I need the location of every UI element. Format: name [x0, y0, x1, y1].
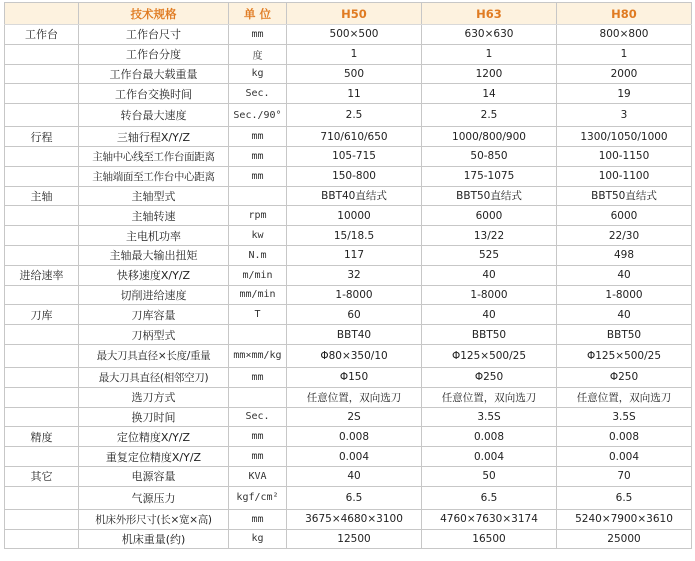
value-h63-cell: BBT50直结式: [422, 186, 557, 206]
value-h50-cell: BBT40直结式: [287, 186, 422, 206]
header-unit: 单 位: [229, 3, 287, 25]
category-cell: [5, 245, 79, 265]
value-h63-cell: 4760×7630×3174: [422, 509, 557, 529]
spec-name-cell: 最大刀具直径(相邻空刀): [79, 367, 229, 387]
table-row: [5, 344, 692, 367]
spec-name-cell: 定位精度X/Y/Z: [79, 427, 229, 447]
value-h50-cell: Φ80×350/10: [287, 344, 422, 367]
value-h80-cell: Φ250: [557, 367, 692, 387]
table-row: [5, 387, 692, 407]
table-row: [5, 486, 692, 509]
value-h80-cell: 40: [557, 265, 692, 285]
value-h63-cell: 40: [422, 265, 557, 285]
category-cell: [5, 206, 79, 226]
value-h50-cell: 500×500: [287, 25, 422, 45]
category-cell: 进给速率: [5, 265, 79, 285]
table-row: [5, 285, 692, 305]
unit-cell: mm: [229, 427, 287, 447]
unit-cell: KVA: [229, 466, 287, 486]
unit-cell: Sec.: [229, 407, 287, 427]
spec-name-cell: 选刀方式: [79, 387, 229, 407]
category-cell: [5, 447, 79, 467]
spec-name-cell: 最大刀具直径×长度/重量: [79, 344, 229, 367]
value-h50-cell: 0.008: [287, 427, 422, 447]
value-h80-cell: 3: [557, 104, 692, 127]
unit-cell: [229, 387, 287, 407]
table-row: [5, 146, 692, 166]
spec-name-cell: 机床外形尺寸(长×宽×高): [79, 509, 229, 529]
category-cell: [5, 84, 79, 104]
unit-cell: mm: [229, 146, 287, 166]
unit-cell: mm: [229, 127, 287, 147]
value-h80-cell: 800×800: [557, 25, 692, 45]
value-h50-cell: 2S: [287, 407, 422, 427]
table-row: [5, 265, 692, 285]
unit-cell: kgf/cm²: [229, 486, 287, 509]
category-cell: [5, 325, 79, 345]
unit-cell: T: [229, 305, 287, 325]
value-h50-cell: Φ150: [287, 367, 422, 387]
category-cell: [5, 226, 79, 246]
spec-name-cell: 主轴转速: [79, 206, 229, 226]
value-h50-cell: 710/610/650: [287, 127, 422, 147]
table-row: [5, 186, 692, 206]
value-h50-cell: 6.5: [287, 486, 422, 509]
value-h80-cell: Φ125×500/25: [557, 344, 692, 367]
category-cell: [5, 344, 79, 367]
unit-cell: kg: [229, 529, 287, 549]
value-h50-cell: 11: [287, 84, 422, 104]
header-blank: [5, 3, 79, 25]
value-h80-cell: 1-8000: [557, 285, 692, 305]
value-h80-cell: BBT50直结式: [557, 186, 692, 206]
unit-cell: m/min: [229, 265, 287, 285]
category-cell: [5, 285, 79, 305]
spec-table: [4, 2, 692, 549]
header-model-h80: H80: [557, 3, 692, 25]
table-row: [5, 466, 692, 486]
value-h50-cell: 60: [287, 305, 422, 325]
table-row: [5, 127, 692, 147]
value-h50-cell: 117: [287, 245, 422, 265]
value-h63-cell: 630×630: [422, 25, 557, 45]
value-h63-cell: 13/22: [422, 226, 557, 246]
value-h80-cell: 25000: [557, 529, 692, 549]
spec-name-cell: 主电机功率: [79, 226, 229, 246]
table-row: [5, 529, 692, 549]
unit-cell: mm: [229, 25, 287, 45]
spec-name-cell: 刀库容量: [79, 305, 229, 325]
header-spec: 技术规格: [79, 3, 229, 25]
unit-cell: mm: [229, 166, 287, 186]
value-h50-cell: 1: [287, 44, 422, 64]
value-h63-cell: 1200: [422, 64, 557, 84]
category-cell: 主轴: [5, 186, 79, 206]
category-cell: [5, 367, 79, 387]
spec-name-cell: 重复定位精度X/Y/Z: [79, 447, 229, 467]
table-row: [5, 325, 692, 345]
table-row: [5, 427, 692, 447]
value-h50-cell: 15/18.5: [287, 226, 422, 246]
value-h63-cell: 50: [422, 466, 557, 486]
value-h63-cell: 1: [422, 44, 557, 64]
value-h50-cell: 32: [287, 265, 422, 285]
value-h63-cell: 14: [422, 84, 557, 104]
value-h80-cell: 0.004: [557, 447, 692, 467]
spec-name-cell: 刀柄型式: [79, 325, 229, 345]
table-row: [5, 104, 692, 127]
header-model-h50: H50: [287, 3, 422, 25]
value-h50-cell: 105-715: [287, 146, 422, 166]
unit-cell: mm: [229, 367, 287, 387]
category-cell: 精度: [5, 427, 79, 447]
unit-cell: kg: [229, 64, 287, 84]
value-h50-cell: BBT40: [287, 325, 422, 345]
table-row: [5, 84, 692, 104]
unit-cell: kw: [229, 226, 287, 246]
spec-name-cell: 机床重量(约): [79, 529, 229, 549]
value-h50-cell: 任意位置，双向选刀: [287, 387, 422, 407]
spec-body: [5, 25, 692, 549]
category-cell: [5, 146, 79, 166]
spec-name-cell: 主轴最大输出扭矩: [79, 245, 229, 265]
table-row: [5, 64, 692, 84]
unit-cell: N.m: [229, 245, 287, 265]
value-h50-cell: 1-8000: [287, 285, 422, 305]
unit-cell: rpm: [229, 206, 287, 226]
category-cell: [5, 387, 79, 407]
spec-name-cell: 工作台尺寸: [79, 25, 229, 45]
table-row: [5, 226, 692, 246]
value-h80-cell: 498: [557, 245, 692, 265]
table-row: [5, 166, 692, 186]
value-h63-cell: 1000/800/900: [422, 127, 557, 147]
table-row: [5, 367, 692, 387]
unit-cell: Sec./90°: [229, 104, 287, 127]
value-h63-cell: 40: [422, 305, 557, 325]
value-h80-cell: 2000: [557, 64, 692, 84]
value-h63-cell: 16500: [422, 529, 557, 549]
spec-name-cell: 换刀时间: [79, 407, 229, 427]
spec-name-cell: 三轴行程X/Y/Z: [79, 127, 229, 147]
value-h50-cell: 0.004: [287, 447, 422, 467]
header-model-h63: H63: [422, 3, 557, 25]
value-h80-cell: 100-1150: [557, 146, 692, 166]
value-h50-cell: 3675×4680×3100: [287, 509, 422, 529]
value-h80-cell: 6.5: [557, 486, 692, 509]
category-cell: [5, 509, 79, 529]
unit-cell: Sec.: [229, 84, 287, 104]
table-row: [5, 206, 692, 226]
table-row: [5, 305, 692, 325]
value-h80-cell: 19: [557, 84, 692, 104]
spec-name-cell: 工作台交换时间: [79, 84, 229, 104]
value-h50-cell: 2.5: [287, 104, 422, 127]
category-cell: [5, 166, 79, 186]
value-h80-cell: 70: [557, 466, 692, 486]
value-h50-cell: 500: [287, 64, 422, 84]
category-cell: [5, 104, 79, 127]
spec-name-cell: 主轴型式: [79, 186, 229, 206]
value-h80-cell: BBT50: [557, 325, 692, 345]
spec-name-cell: 主轴中心线至工作台面距离: [79, 146, 229, 166]
category-cell: [5, 407, 79, 427]
category-cell: [5, 64, 79, 84]
value-h63-cell: Φ250: [422, 367, 557, 387]
value-h63-cell: 0.008: [422, 427, 557, 447]
value-h80-cell: 40: [557, 305, 692, 325]
spec-name-cell: 主轴端面至工作台中心距离: [79, 166, 229, 186]
table-row: [5, 25, 692, 45]
table-row: [5, 407, 692, 427]
spec-name-cell: 快移速度X/Y/Z: [79, 265, 229, 285]
spec-name-cell: 气源压力: [79, 486, 229, 509]
unit-cell: 度: [229, 44, 287, 64]
category-cell: 刀库: [5, 305, 79, 325]
header-row: [5, 3, 692, 25]
value-h80-cell: 5240×7900×3610: [557, 509, 692, 529]
unit-cell: mm×mm/kg: [229, 344, 287, 367]
table-row: [5, 245, 692, 265]
spec-name-cell: 工作台最大载重量: [79, 64, 229, 84]
value-h50-cell: 12500: [287, 529, 422, 549]
value-h80-cell: 3.5S: [557, 407, 692, 427]
value-h63-cell: 3.5S: [422, 407, 557, 427]
value-h50-cell: 40: [287, 466, 422, 486]
category-cell: 工作台: [5, 25, 79, 45]
value-h63-cell: 50-850: [422, 146, 557, 166]
value-h80-cell: 0.008: [557, 427, 692, 447]
value-h63-cell: 2.5: [422, 104, 557, 127]
spec-name-cell: 电源容量: [79, 466, 229, 486]
value-h80-cell: 6000: [557, 206, 692, 226]
value-h63-cell: Φ125×500/25: [422, 344, 557, 367]
table-row: [5, 44, 692, 64]
value-h80-cell: 100-1100: [557, 166, 692, 186]
value-h63-cell: 1-8000: [422, 285, 557, 305]
unit-cell: mm: [229, 447, 287, 467]
unit-cell: mm: [229, 509, 287, 529]
value-h63-cell: 6.5: [422, 486, 557, 509]
value-h50-cell: 150-800: [287, 166, 422, 186]
value-h80-cell: 1300/1050/1000: [557, 127, 692, 147]
unit-cell: mm/min: [229, 285, 287, 305]
value-h63-cell: 0.004: [422, 447, 557, 467]
value-h63-cell: BBT50: [422, 325, 557, 345]
value-h63-cell: 525: [422, 245, 557, 265]
unit-cell: [229, 186, 287, 206]
table-row: [5, 509, 692, 529]
category-cell: 其它: [5, 466, 79, 486]
spec-name-cell: 转台最大速度: [79, 104, 229, 127]
value-h63-cell: 175-1075: [422, 166, 557, 186]
value-h80-cell: 任意位置，双向选刀: [557, 387, 692, 407]
value-h80-cell: 22/30: [557, 226, 692, 246]
unit-cell: [229, 325, 287, 345]
spec-name-cell: 工作台分度: [79, 44, 229, 64]
table-row: [5, 447, 692, 467]
value-h63-cell: 6000: [422, 206, 557, 226]
spec-name-cell: 切削进给速度: [79, 285, 229, 305]
value-h50-cell: 10000: [287, 206, 422, 226]
category-cell: [5, 529, 79, 549]
value-h80-cell: 1: [557, 44, 692, 64]
value-h63-cell: 任意位置，双向选刀: [422, 387, 557, 407]
category-cell: 行程: [5, 127, 79, 147]
category-cell: [5, 44, 79, 64]
category-cell: [5, 486, 79, 509]
